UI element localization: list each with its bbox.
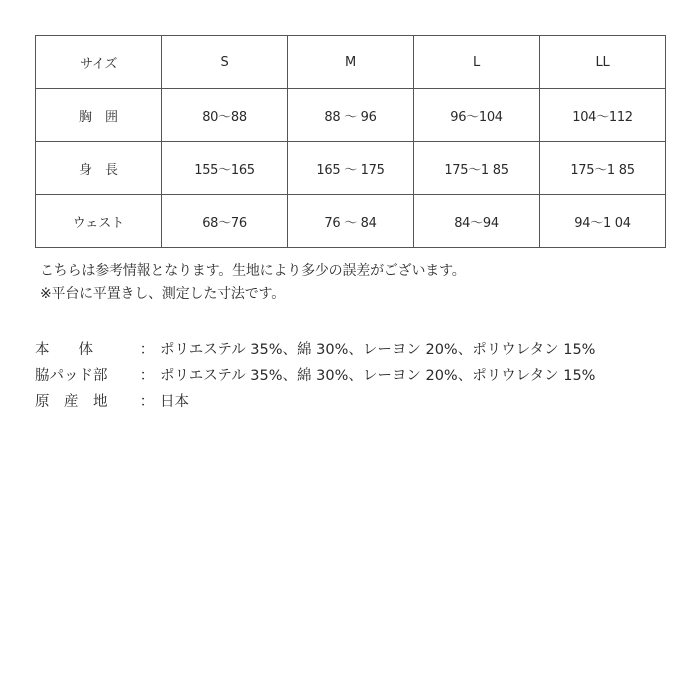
cell-chest-ll: 104～112 bbox=[540, 89, 666, 142]
material-row-body bbox=[35, 337, 595, 363]
note-measurement-method: ※平台に平置きし、測定した寸法です。 bbox=[40, 286, 286, 302]
cell-chest-m: 88 ～ 96 bbox=[288, 89, 414, 142]
cell-height-s: 155～165 bbox=[162, 142, 288, 195]
material-row-origin bbox=[35, 389, 595, 415]
cell-height-ll: 175～1 85 bbox=[540, 142, 666, 195]
header-size-ll: LL bbox=[540, 36, 666, 89]
header-size-s: S bbox=[162, 36, 288, 89]
cell-height-l: 175～1 85 bbox=[414, 142, 540, 195]
materials-section bbox=[35, 337, 595, 415]
header-size-m: M bbox=[288, 36, 414, 89]
row-label-chest: 胸 囲 bbox=[36, 89, 162, 142]
material-value-origin: 日本 bbox=[160, 394, 189, 410]
table-row-height bbox=[36, 142, 666, 195]
header-size-label: サイズ bbox=[36, 36, 162, 89]
cell-waist-ll: 94～1 04 bbox=[540, 195, 666, 248]
table-row-waist bbox=[36, 195, 666, 248]
row-label-waist: ウェスト bbox=[36, 195, 162, 248]
cell-waist-l: 84～94 bbox=[414, 195, 540, 248]
size-header-row bbox=[36, 36, 666, 89]
material-label-body: 本 体 bbox=[35, 342, 93, 358]
material-value-side-pad: ポリエステル 35%、綿 30%、レーヨン 20%、ポリウレタン 15% bbox=[160, 368, 596, 384]
measurement-notes bbox=[40, 260, 466, 306]
material-label-side-pad: 脇パッド部 bbox=[35, 368, 108, 384]
material-colon: ： bbox=[139, 368, 155, 384]
cell-chest-s: 80～88 bbox=[162, 89, 288, 142]
header-size-l: L bbox=[414, 36, 540, 89]
cell-waist-s: 68～76 bbox=[162, 195, 288, 248]
note-reference-info: こちらは参考情報となります。生地により多少の誤差がございます。 bbox=[40, 263, 466, 279]
cell-waist-m: 76 ～ 84 bbox=[288, 195, 414, 248]
material-label-origin: 原 産 地 bbox=[35, 394, 108, 410]
cell-height-m: 165 ～ 175 bbox=[288, 142, 414, 195]
material-value-body: ポリエステル 35%、綿 30%、レーヨン 20%、ポリウレタン 15% bbox=[160, 342, 596, 358]
row-label-height: 身 長 bbox=[36, 142, 162, 195]
cell-chest-l: 96～104 bbox=[414, 89, 540, 142]
material-row-side-pad bbox=[35, 363, 595, 389]
table-row-chest bbox=[36, 89, 666, 142]
material-colon: ： bbox=[139, 342, 155, 358]
size-chart-table bbox=[35, 35, 666, 248]
material-colon: ： bbox=[139, 394, 155, 410]
